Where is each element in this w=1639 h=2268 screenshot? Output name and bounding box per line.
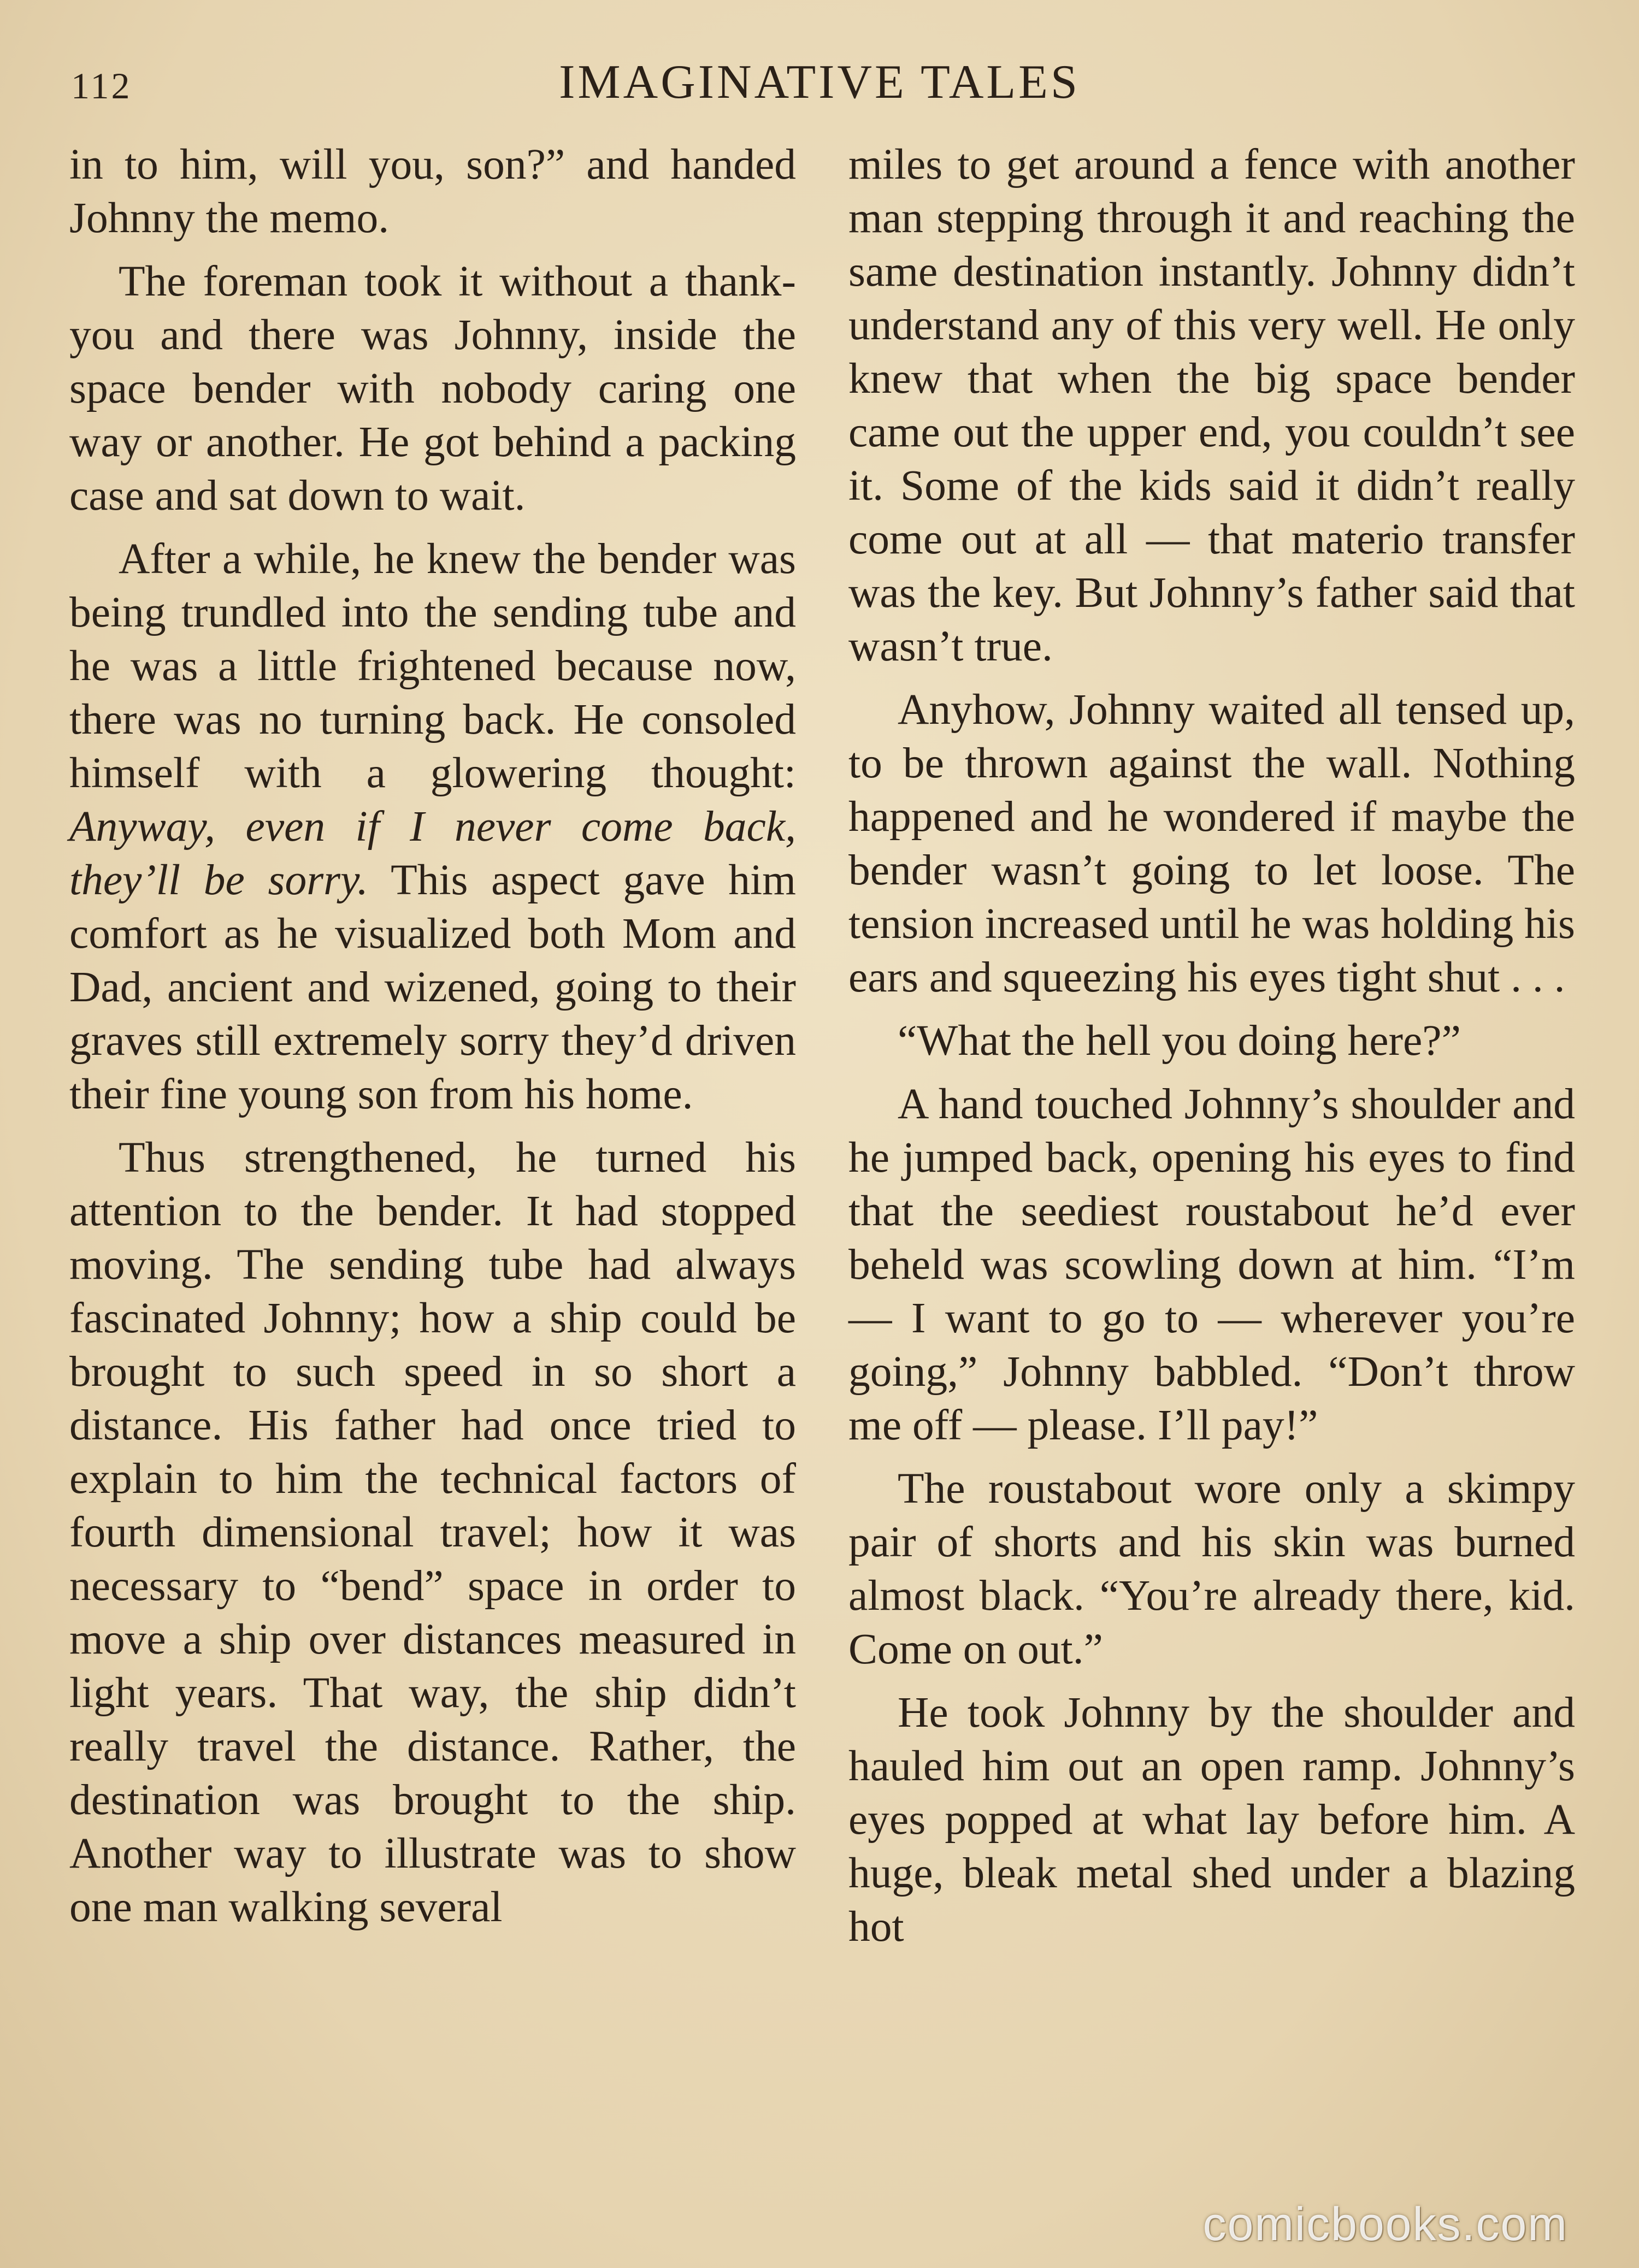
paragraph: miles to get around a fence with another man stepping through it and reaching the same destination instantly. Johnny didn’t understand any of this very well. He only knew that when the big space bender came out the upper end, you couldn’t see it. Some of the kids said it didn’t really come out at all — that materio transfer was the key. But Johnny’s father said that wasn’t true. (848, 140, 1575, 670)
paragraph: A hand touched Johnny’s shoulder and he jumped back, opening his eyes to find that the seediest roustabout he’d ever beheld was scowling down at him. “I’m — I want to go to — wherever you’re going,” Johnny babbled. “Don’t throw me off — please. I’ll pay!” (848, 1080, 1575, 1449)
paragraph-text: After a while, he knew the bender was being trundled into the sending tube and he was a little frightened because now, there was no turning back. He consoled himself with a glowering thought: (69, 535, 796, 797)
paragraph: in to him, will you, son?” and handed Johnny the memo. (69, 140, 796, 242)
watermark: comicbooks.com (1202, 2198, 1568, 2251)
paragraph: He took Johnny by the shoulder and hauled him out an open ramp. Johnny’s eyes popped at what lay before him. A huge, bleak metal shed under a blazing hot (848, 1688, 1575, 1951)
paragraph (69, 532, 796, 1121)
paragraph: Anyhow, Johnny waited all tensed up, to be thrown against the wall. Nothing happened and he wondered if maybe the bender wasn’t going to let loose. The tension increased until he was holding his ears and squeezing his eyes tight shut . . . (848, 686, 1575, 1001)
right-column (848, 138, 1575, 1963)
paragraph: The foreman took it without a thank-you and there was Johnny, inside the space bender with nobody caring one way or another. He got behind a packing case and sat down to wait. (69, 257, 796, 519)
page-header (0, 55, 1639, 115)
italic-thought: Anyway, even if I never come back, they’ll be sorry. (69, 802, 796, 904)
left-column (69, 138, 796, 1944)
paragraph: Thus strengthened, he turned his attention to the bender. It had stopped moving. The sending tube had always fascinated Johnny; how a ship could be brought to such speed in so short a distance. His father had once tried to explain to him the technical factors of fourth dimensional travel; how it was necessary to “bend” space in order to move a ship over distances measured in light years. That way, the ship didn’t really travel the distance. Rather, the destination was brought to the ship. Another way to illustrate was to show one man walking several (69, 1133, 796, 1931)
paragraph-text: This aspect gave him comfort as he visualized both Mom and Dad, ancient and wizened, going to their graves still extremely sorry they’d driven their fine young son from his home. (69, 856, 796, 1118)
page-number: 112 (71, 65, 132, 107)
paragraph: “What the hell you doing here?” (898, 1017, 1461, 1065)
running-head: IMAGINATIVE TALES (559, 56, 1080, 109)
paragraph: The roustabout wore only a skimpy pair of shorts and his skin was burned almost black. “You’re already there, kid. Come on out.” (848, 1464, 1575, 1673)
